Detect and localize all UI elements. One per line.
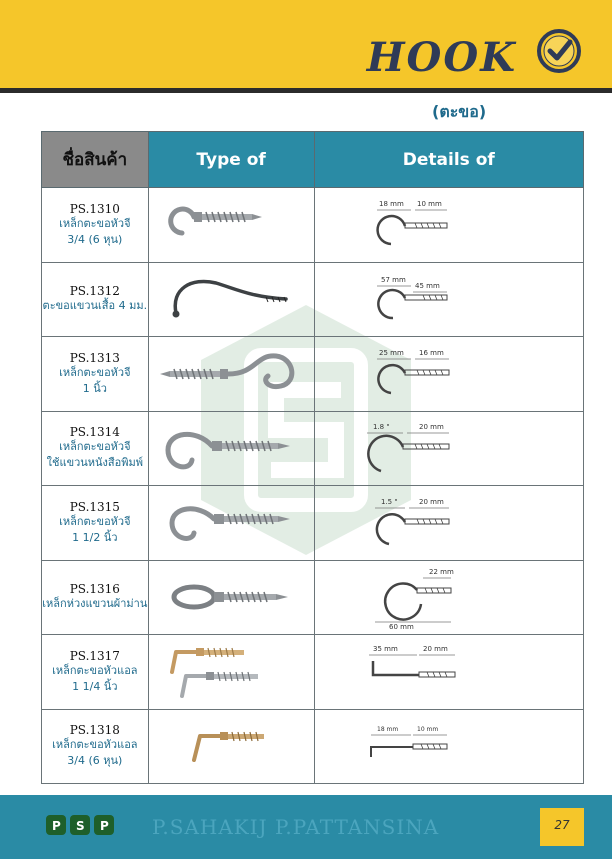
- dim-label-a: 35 mm: [372, 644, 398, 653]
- product-size: 3/4 (6 หุน): [67, 754, 123, 768]
- product-code: PS.1315: [69, 499, 120, 514]
- svg-text:P: P: [100, 819, 109, 833]
- column-header-details: Details of: [314, 132, 583, 188]
- page-title: HOOK: [366, 34, 517, 81]
- screw-hook-image: [156, 344, 306, 404]
- product-name-cell: [42, 411, 149, 486]
- product-photo-cell: [148, 709, 314, 784]
- dimension-diagram: [359, 564, 539, 630]
- table-header-row: [42, 132, 584, 188]
- screw-hook-image: [156, 493, 306, 553]
- dimension-diagram: [359, 415, 539, 481]
- product-diagram-cell: [314, 411, 583, 486]
- column-header-type: Type of: [148, 132, 314, 188]
- column-header-name: ชื่อสินค้า: [42, 132, 149, 188]
- l-hook-image: [156, 642, 306, 702]
- dimension-diagram: [359, 713, 539, 779]
- table-row: [42, 337, 584, 412]
- product-name-cell: [42, 262, 149, 337]
- product-diagram-cell: [314, 709, 583, 784]
- product-desc: เหล็กตะขอหัวแอล: [52, 663, 138, 677]
- table-row: [42, 188, 584, 263]
- table-row: [42, 709, 584, 784]
- dim-label-a: 1.8 ": [372, 423, 390, 432]
- l-hook-image: [156, 716, 306, 776]
- product-desc: เหล็กตะขอหัวแอล: [52, 738, 138, 752]
- product-code: PS.1313: [69, 350, 120, 365]
- product-size: 3/4 (6 หุน): [67, 232, 123, 246]
- table-row: [42, 635, 584, 710]
- dimension-diagram: [359, 192, 539, 258]
- dimension-diagram: [359, 266, 539, 332]
- check-badge-icon: [536, 28, 582, 74]
- product-code: PS.1312: [69, 284, 120, 299]
- eye-screw-image: [156, 567, 306, 627]
- product-table: [41, 131, 584, 784]
- dimension-diagram: [359, 490, 539, 556]
- product-size: 1 1/4 นิ้ว: [72, 679, 118, 693]
- product-desc: เหล็กตะขอหัวจี: [59, 216, 131, 230]
- product-code: PS.1316: [69, 582, 120, 597]
- dim-label-b: 60 mm: [388, 623, 414, 631]
- screw-hook-image: [156, 195, 306, 255]
- product-size: 1 1/2 นิ้ว: [72, 530, 118, 544]
- dim-label-a: 18 mm: [376, 726, 398, 734]
- page-number: 27: [554, 818, 570, 832]
- product-desc: เหล็กตะขอหัวจี: [59, 440, 131, 454]
- product-diagram-cell: [314, 262, 583, 337]
- product-name-cell: [42, 635, 149, 710]
- product-code: PS.1318: [69, 723, 120, 738]
- dim-label-a: 18 mm: [378, 199, 404, 208]
- product-photo-cell: [148, 560, 314, 635]
- product-diagram-cell: [314, 337, 583, 412]
- table-row: [42, 560, 584, 635]
- product-diagram-cell: [314, 560, 583, 635]
- dim-label-a: 25 mm: [378, 348, 404, 357]
- dimension-diagram: [359, 341, 539, 407]
- product-photo-cell: [148, 262, 314, 337]
- product-name-cell: [42, 188, 149, 263]
- product-photo-cell: [148, 337, 314, 412]
- table-row: [42, 486, 584, 561]
- page-subtitle: (ตะขอ): [432, 102, 487, 121]
- product-name-cell: [42, 709, 149, 784]
- product-diagram-cell: [314, 635, 583, 710]
- product-size: ใช้แขวนหนังสือพิมพ์: [46, 456, 143, 470]
- product-code: PS.1314: [69, 425, 120, 440]
- dim-label-b: 20 mm: [418, 497, 444, 506]
- product-photo-cell: [148, 635, 314, 710]
- screw-hook-image: [156, 418, 306, 478]
- table-row: [42, 262, 584, 337]
- coat-hook-image: [156, 269, 306, 329]
- product-code: PS.1310: [69, 201, 120, 216]
- dim-label-a: 1.5 ": [380, 497, 398, 506]
- dim-label-b: 45 mm: [414, 282, 440, 291]
- product-photo-cell: [148, 486, 314, 561]
- dim-label-a: 22 mm: [428, 568, 454, 577]
- product-diagram-cell: [314, 486, 583, 561]
- company-logo-icon: [46, 815, 116, 837]
- product-size: 1 นิ้ว: [82, 381, 107, 395]
- product-desc: ตะขอแขวนเสื้อ 4 มม.: [42, 299, 148, 313]
- dim-label-a: 57 mm: [380, 276, 406, 285]
- product-name-cell: [42, 560, 149, 635]
- header-stripe: [0, 88, 612, 93]
- product-desc: เหล็กตะขอหัวจี: [59, 365, 131, 379]
- product-photo-cell: [148, 411, 314, 486]
- dimension-diagram: [359, 639, 539, 705]
- dim-label-b: 10 mm: [416, 726, 438, 734]
- product-name-cell: [42, 337, 149, 412]
- product-desc: เหล็กตะขอหัวจี: [59, 514, 131, 528]
- svg-text:S: S: [76, 819, 85, 833]
- product-name-cell: [42, 486, 149, 561]
- product-desc: เหล็กห่วงแขวนผ้าม่าน: [42, 597, 148, 611]
- product-diagram-cell: [314, 188, 583, 263]
- svg-text:P: P: [52, 819, 61, 833]
- product-code: PS.1317: [69, 648, 120, 663]
- product-photo-cell: [148, 188, 314, 263]
- header-banner: [0, 0, 612, 88]
- dim-label-b: 16 mm: [418, 348, 444, 357]
- dim-label-b: 10 mm: [416, 199, 442, 208]
- dim-label-b: 20 mm: [422, 644, 448, 653]
- dim-label-b: 20 mm: [418, 423, 444, 432]
- company-name: P.SAHAKIJ P.PATTANSINA: [152, 815, 440, 839]
- table-row: [42, 411, 584, 486]
